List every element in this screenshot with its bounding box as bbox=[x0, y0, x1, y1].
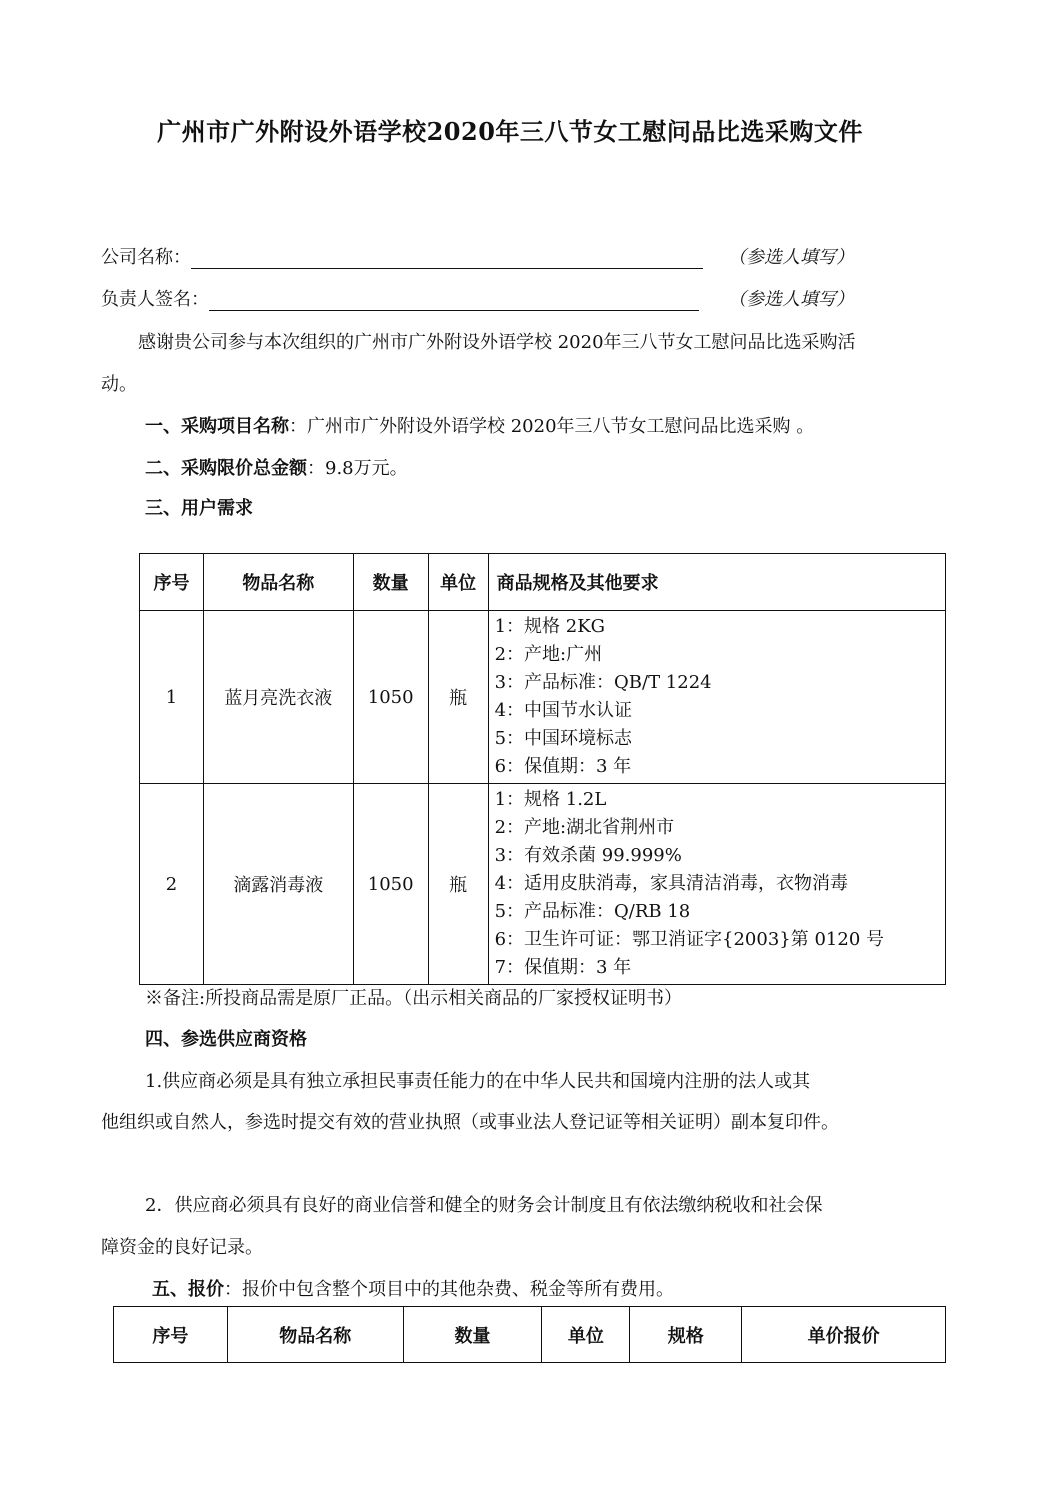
section-2-text: ：9.8万元。 bbox=[307, 458, 408, 479]
section-3-label: 三、用户需求 bbox=[145, 498, 253, 519]
section-1-text: ：广州市广外附设外语学校 2020年三八节女工慰问品比选采购 。 bbox=[289, 416, 815, 437]
spec-line: 5：中国环境标志 bbox=[494, 728, 633, 749]
quote-header-cell: 规格 bbox=[630, 1307, 742, 1363]
section-2 bbox=[145, 454, 408, 480]
intro-line-1: 感谢贵公司参与本次组织的广州市广外附设外语学校 2020年三八节女工慰问品比选采购活 bbox=[138, 332, 856, 353]
table-header-row bbox=[140, 554, 946, 611]
spec-line: 6：保值期：3 年 bbox=[494, 756, 632, 777]
row-no: 2 bbox=[140, 784, 204, 985]
header-cell: 商品规格及其他要求 bbox=[488, 554, 945, 611]
spec-line: 4：中国节水认证 bbox=[494, 700, 633, 721]
row-specs bbox=[488, 784, 945, 985]
company-name-blank[interactable] bbox=[191, 248, 703, 269]
quote-header-cell: 数量 bbox=[403, 1307, 542, 1363]
spec-line: 5：产品标准：Q/RB 18 bbox=[494, 901, 691, 922]
section-4-label: 四、参选供应商资格 bbox=[145, 1029, 307, 1050]
row-no: 1 bbox=[140, 611, 204, 784]
document-title: 广州市广外附设外语学校2020年三八节女工慰问品比选采购文件 bbox=[157, 117, 863, 146]
quote-header-cell: 序号 bbox=[114, 1307, 228, 1363]
quote-header-row bbox=[114, 1307, 946, 1363]
quote-header-cell: 物品名称 bbox=[227, 1307, 403, 1363]
spec-line: 1：规格 2KG bbox=[494, 616, 606, 637]
table-row bbox=[140, 611, 946, 784]
section-1-label: 一、采购项目名称 bbox=[145, 416, 289, 437]
section-4-p1-line1: 1.供应商必须是具有独立承担民事责任能力的在中华人民共和国境内注册的法人或其 bbox=[145, 1071, 811, 1092]
quote-table bbox=[113, 1306, 946, 1363]
signer-blank[interactable] bbox=[209, 290, 699, 311]
row-unit: 瓶 bbox=[428, 784, 488, 985]
spec-line: 3：有效杀菌 99.999% bbox=[494, 845, 682, 866]
signer-hint: （参选人填写） bbox=[728, 289, 854, 310]
intro-line-2: 动。 bbox=[101, 374, 137, 395]
quote-header-cell: 单位 bbox=[542, 1307, 630, 1363]
company-name-hint: （参选人填写） bbox=[728, 247, 854, 268]
row-item-name: 滴露消毒液 bbox=[203, 784, 353, 985]
spec-line: 3：产品标准：QB/T 1224 bbox=[494, 672, 712, 693]
row-item-name: 蓝月亮洗衣液 bbox=[203, 611, 353, 784]
quote-header-cell: 单价报价 bbox=[742, 1307, 946, 1363]
section-4-p2-line2: 障资金的良好记录。 bbox=[101, 1237, 263, 1258]
section-2-label: 二、采购限价总金额 bbox=[145, 458, 307, 479]
spec-line: 4：适用皮肤消毒，家具清洁消毒，衣物消毒 bbox=[494, 873, 849, 894]
spec-line: 1：规格 1.2L bbox=[494, 789, 607, 810]
section-4-p2-line1: 2．供应商必须具有良好的商业信誉和健全的财务会计制度且有依法缴纳税收和社会保 bbox=[145, 1195, 823, 1216]
section-5-label: 五、报价 bbox=[152, 1279, 224, 1300]
row-specs bbox=[488, 611, 945, 784]
header-cell: 单位 bbox=[428, 554, 488, 611]
signer-label: 负责人签名： bbox=[101, 289, 209, 310]
section-5 bbox=[152, 1275, 674, 1301]
header-cell: 数量 bbox=[353, 554, 428, 611]
row-quantity: 1050 bbox=[353, 611, 428, 784]
row-unit: 瓶 bbox=[428, 611, 488, 784]
section-1 bbox=[145, 412, 814, 438]
table-row bbox=[140, 784, 946, 985]
signer-row bbox=[101, 285, 699, 311]
spec-line: 2：产地:广州 bbox=[494, 644, 603, 665]
company-name-row bbox=[101, 243, 703, 269]
section-4-p1-line2: 他组织或自然人，参选时提交有效的营业执照（或事业法人登记证等相关证明）副本复印件。 bbox=[101, 1112, 839, 1133]
company-name-label: 公司名称： bbox=[101, 247, 191, 268]
spec-line: 2：产地:湖北省荆州市 bbox=[494, 817, 675, 838]
spec-line: 6：卫生许可证：鄂卫消证字{2003}第 0120 号 bbox=[494, 929, 884, 950]
spec-line: 7：保值期：3 年 bbox=[494, 957, 632, 978]
requirements-table bbox=[139, 553, 946, 985]
header-cell: 物品名称 bbox=[203, 554, 353, 611]
header-cell: 序号 bbox=[140, 554, 204, 611]
section-5-text: ：报价中包含整个项目中的其他杂费、税金等所有费用。 bbox=[224, 1279, 674, 1300]
row-quantity: 1050 bbox=[353, 784, 428, 985]
remark-note: ※备注:所投商品需是原厂正品。（出示相关商品的厂家授权证明书） bbox=[145, 988, 683, 1009]
